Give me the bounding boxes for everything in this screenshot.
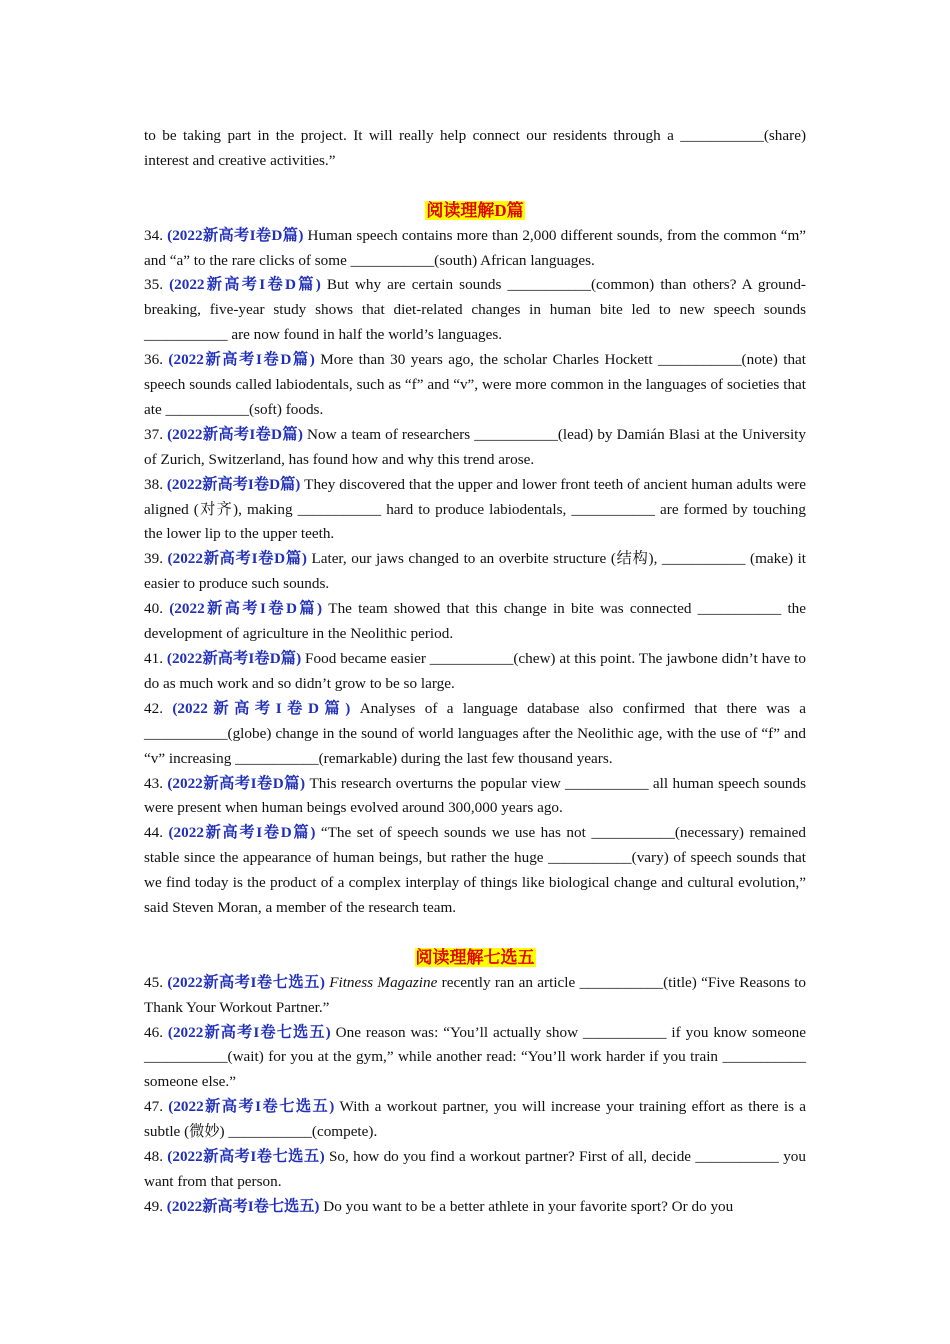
question-36: 36. (2022新高考I卷D篇) More than 30 years ago, the scholar Charles Hockett ___________(note) that speech sounds called labiodentals, such as “f” and “v”, were more common in the languages of societies that ate ___________(soft) foods. [144, 351, 807, 418]
source-tag: (2022新高考I卷七选五) [167, 1023, 331, 1041]
question-44: 44. (2022新高考I卷D篇) “The set of speech sounds we use has not ___________(necessary) remained stable since the appearance of human beings, but rather the huge ___________(vary) of speech sounds that we find today is the product of a complex interplay of things like biological change and cultural evolution,” said Steven Moran, a member of the research team. [144, 824, 806, 917]
question-37: 37. (2022新高考I卷D篇) Now a team of researchers ___________(lead) by Damián Blasi at the University of Zurich, Switzerland, has found how and why this trend arose. [144, 425, 806, 468]
question-39: 39. (2022新高考I卷D篇) Later, our jaws changed to an overbite structure (结构), ___________ (make) it easier to produce such sounds. [144, 550, 807, 593]
source-tag: (2022新高考I卷D篇) [167, 550, 307, 568]
source-tag: (2022新高考I卷D篇) [172, 699, 351, 717]
source-tag: (2022新高考I卷七选五) [166, 1197, 320, 1215]
question-35: 35. (2022新高考I卷D篇) But why are certain sounds ___________(common) than others? A ground-breaking, five-year study shows that diet-related changes in human bite led to new speech sounds ___________ are now found in half the world’s languages. [144, 276, 806, 344]
source-tag: (2022新高考I卷D篇) [169, 600, 323, 618]
question-48: 48. (2022新高考I卷七选五) So, how do you find a workout partner? First of all, decide ___________ you want from that person. [144, 1148, 806, 1190]
question-46: 46. (2022新高考I卷七选五) One reason was: “You’ll actually show ___________ if you know someone ___________(wait) for you at the gym,” while another read: “You’ll work harder if you train ___________ someone else.” [144, 1023, 806, 1091]
source-tag: (2022新高考I卷D篇) [169, 276, 321, 294]
question-34: 34. (2022新高考I卷D篇) Human speech contains more than 2,000 different sounds, from the common “m” and “a” to the rare clicks of some ___________(south) African languages. [144, 226, 806, 269]
source-tag: (2022新高考I卷七选五) [168, 1098, 335, 1116]
source-tag: (2022新高考I卷七选五) [167, 973, 325, 991]
source-tag: (2022新高考I卷D篇) [167, 425, 303, 443]
question-49: 49. (2022新高考I卷七选五) Do you want to be a better athlete in your favorite sport? Or do you [144, 1197, 734, 1215]
question-45: 45. (2022新高考I卷七选五) Fitness Magazine recently ran an article ___________(title) “Five Reasons to Thank Your Workout Partner.” [144, 973, 807, 1016]
source-tag: (2022新高考I卷七选五) [167, 1148, 325, 1166]
source-tag: (2022新高考I卷D篇) [166, 650, 302, 667]
magazine-title: Fitness Magazine [329, 973, 438, 991]
intro-paragraph: to be taking part in the project. It will really help connect our residents through a ___________(share) interest and creative activities.” [144, 127, 806, 169]
question-43: 43. (2022新高考I卷D篇) This research overturns the popular view ___________ all human speech sounds were present when human beings evolved around 300,000 years ago. [144, 774, 807, 817]
spacer [144, 174, 806, 199]
source-tag: (2022新高考I卷D篇) [168, 351, 315, 369]
question-41: 41. (2022新高考I卷D篇) Food became easier ___________(chew) at this point. The jawbone didn’t have to do as much work and so didn’t grow to be so large. [144, 650, 806, 692]
document-page [144, 124, 806, 1220]
source-tag: (2022新高考I卷D篇) [166, 475, 301, 493]
question-40: 40. (2022新高考I卷D篇) The team showed that this change in bite was connected ___________ the development of agriculture in the Neolithic period. [144, 600, 807, 643]
section-title-seven-choose-five: 阅读理解七选五 [415, 947, 535, 967]
question-42: 42. (2022新高考I卷D篇) Analyses of a language database also confirmed that there was a ___________(globe) change in the sound of world languages after the Neolithic age, with the use of “f” and “v” increasing ___________(remarkable) during the last few thousand years. [144, 699, 807, 767]
spacer [144, 921, 806, 946]
section-title-d: 阅读理解D篇 [426, 200, 524, 220]
source-tag: (2022新高考I卷D篇) [167, 774, 306, 792]
source-tag: (2022新高考I卷D篇) [168, 824, 316, 842]
question-38: 38. (2022新高考I卷D篇) They discovered that the upper and lower front teeth of ancient human adults were aligned (对齐), making ___________ hard to produce labiodentals, ___________ are formed by touching the lower lip to the upper teeth. [144, 475, 806, 543]
source-tag: (2022新高考I卷D篇) [167, 226, 304, 244]
question-47: 47. (2022新高考I卷七选五) With a workout partner, you will increase your training effort as there is a subtle (微妙) ___________(compete). [144, 1098, 806, 1141]
